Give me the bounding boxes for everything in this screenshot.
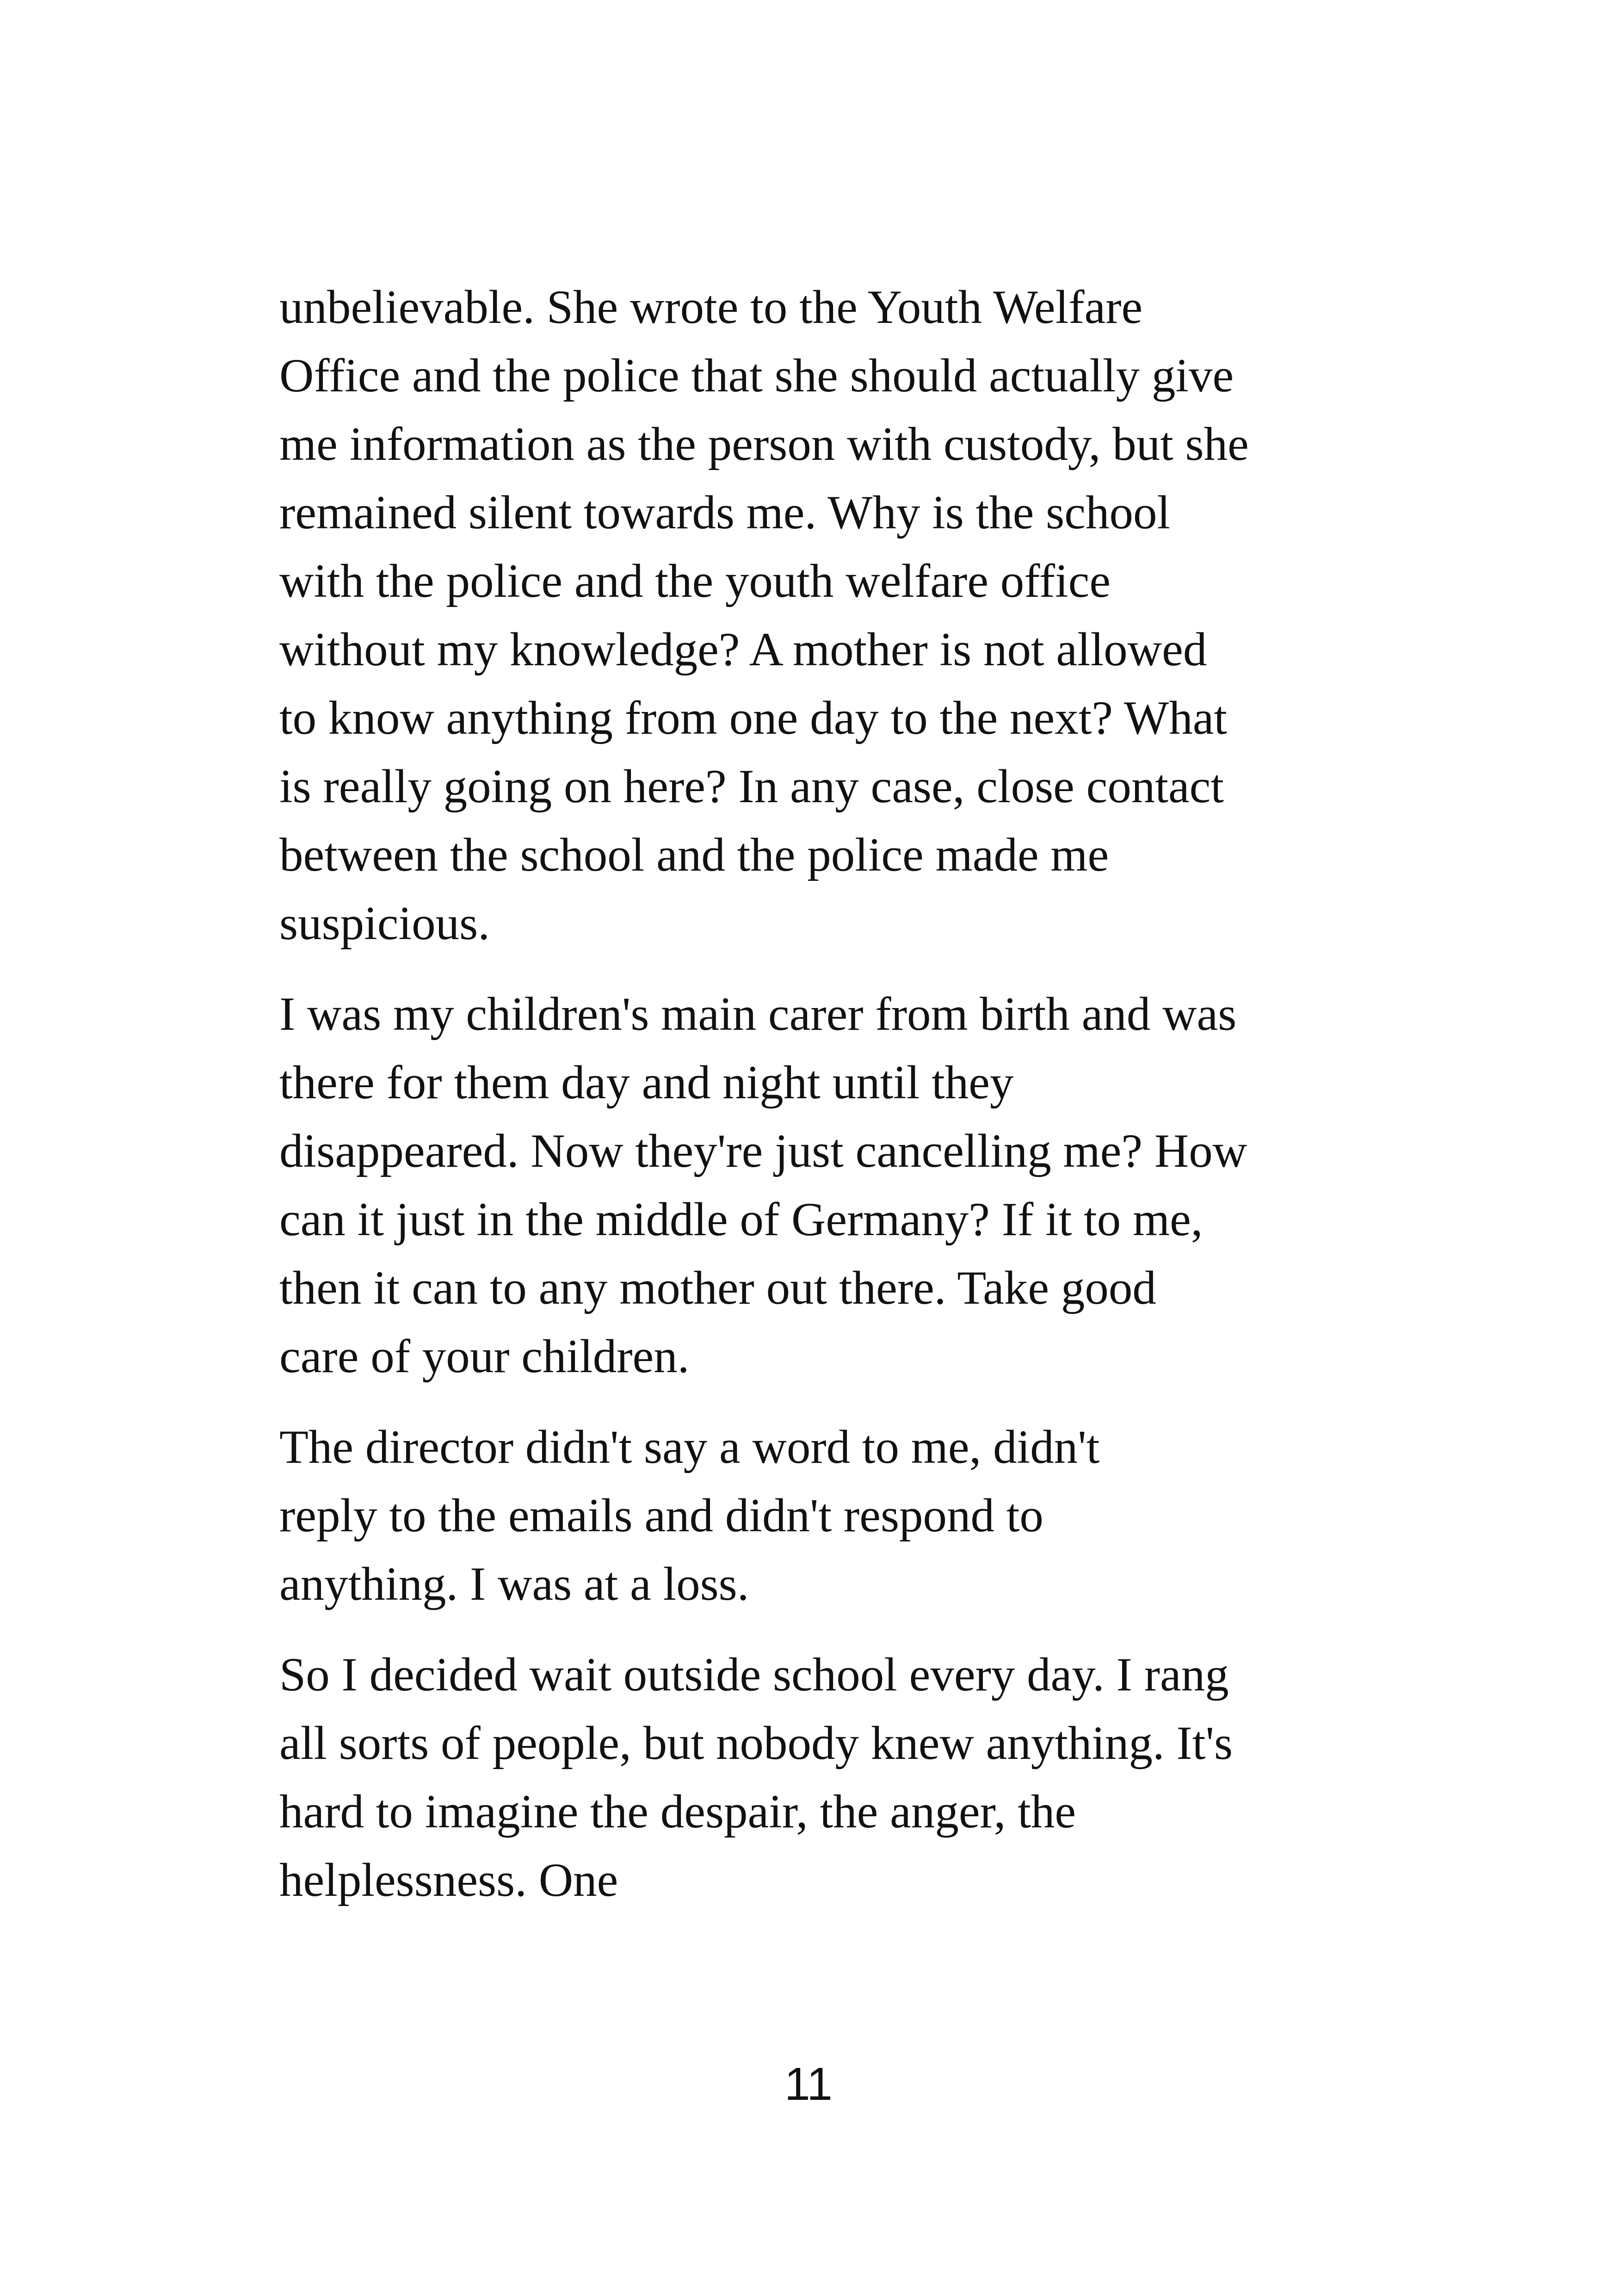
page-number: 11 [784,2058,833,2110]
paragraph-1 [279,273,1399,958]
body-text [279,273,1399,1937]
text-line: with the police and the youth welfare office [279,555,1111,607]
text-line: hard to imagine the despair, the anger, the [279,1785,1076,1838]
text-line: Office and the police that she should actually give [279,349,1234,402]
text-line: care of your children. [279,1330,690,1383]
text-line: to know anything from one day to the next? What [279,692,1228,744]
text-line: I was my children's main carer from birth and was [279,988,1237,1040]
paragraph-3 [279,1413,1399,1618]
text-line: So I decided wait outside school every day. I rang [279,1648,1229,1701]
paragraph-4 [279,1640,1399,1914]
text-line: me information as the person with custody, but she [279,418,1249,470]
text-line: anything. I was at a loss. [279,1558,749,1610]
text-line: reply to the emails and didn't respond to [279,1489,1043,1542]
text-line: there for them day and night until they [279,1056,1014,1109]
text-line: suspicious. [279,897,490,950]
text-line: helplessness. One [279,1854,618,1906]
text-line: is really going on here? In any case, close contact [279,760,1224,813]
text-line: remained silent towards me. Why is the school [279,486,1171,539]
text-line: between the school and the police made me [279,829,1109,881]
text-line: then it can to any mother out there. Take good [279,1262,1156,1314]
text-line: can it just in the middle of Germany? If it to me, [279,1193,1203,1246]
text-line: The director didn't say a word to me, didn't [279,1421,1100,1473]
text-line: disappeared. Now they're just cancelling me? How [279,1125,1247,1177]
text-line: all sorts of people, but nobody knew anything. It's [279,1717,1233,1770]
paragraph-2 [279,980,1399,1391]
text-line: without my knowledge? A mother is not allowed [279,623,1207,676]
text-line: unbelievable. She wrote to the Youth Welfare [279,281,1143,334]
